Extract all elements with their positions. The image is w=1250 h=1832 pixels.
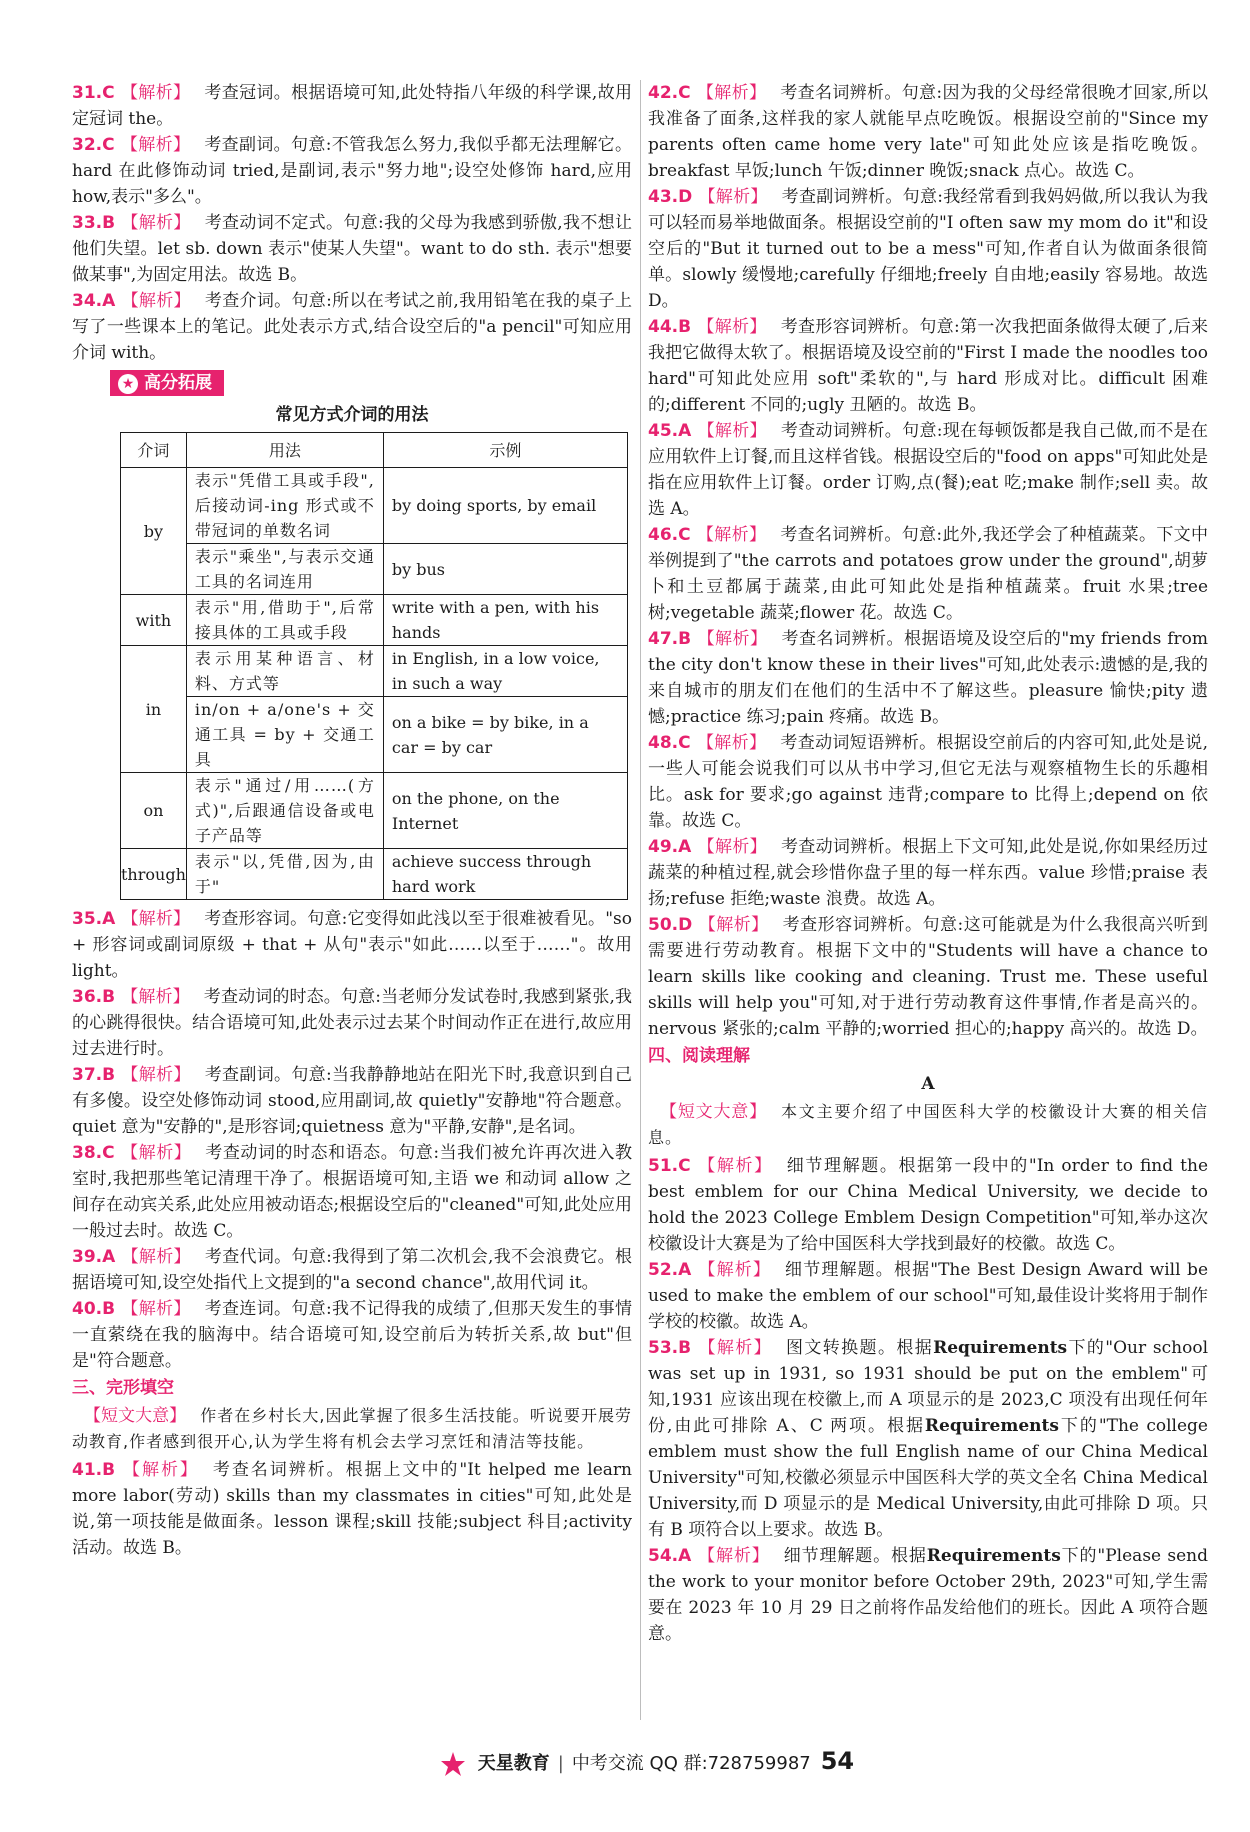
column-divider (640, 80, 641, 1720)
footer-separator: | (557, 1753, 564, 1774)
answer-text: 考查动词不定式。句意:我的父母为我感到骄傲,我不想让他们失望。let sb. down 表示"使某人失望"。want to do sth. 表示"想要做某事",为固定用法。故选 B。 (72, 213, 633, 285)
bold-keyword: Requirements (924, 1416, 1059, 1436)
left-answer-list-2 (72, 906, 632, 1374)
analysis-tag: 【解析】 (696, 733, 767, 753)
question-number: 42.C (648, 83, 691, 103)
question-number: 46.C (648, 525, 691, 545)
section-heading: 三、完形填空 (72, 1378, 174, 1398)
answer-text: 下的"Our school was set up in 1931, so 1931 should be put on the emblem"可知,1931 应该出现在校徽上,而 A 项显示的是 2023,C 项没有出现任何年份,由此可排除 A、C 两项。根据 (648, 1338, 1209, 1436)
banner-label: 高分拓展 (144, 373, 212, 393)
answer-text: 考查动词的时态和语态。句意:当我们被允许再次进入教室时,我把那些笔记清理干净了。根据语境可知,主语 we 和动词 allow 之间存在动宾关系,此处应用被动语态;根据设空后的"cleaned"可知,此处应用一般过去时。故选 C。 (72, 1143, 632, 1241)
table-row (121, 773, 628, 849)
usage-cell: in/on + a/one's + 交通工具 = by + 交通工具 (186, 697, 383, 773)
question-number: 43.D (648, 187, 693, 207)
answer-item (72, 906, 632, 984)
example-cell: in English, in a low voice, in such a way (383, 646, 627, 697)
answer-item (648, 80, 1208, 184)
answer-item (72, 984, 632, 1062)
answer-text: 考查动词辨析。根据上下文可知,此处是说,你如果经历过蔬菜的种植过程,就会珍惜你盘子里的每一样东西。value 珍惜;praise 表扬;refuse 拒绝;waste 浪费。故选 A。 (648, 837, 1208, 909)
star-icon: ★ (118, 374, 138, 394)
analysis-tag: 【解析】 (121, 1247, 191, 1267)
answer-text: 考查形容词。句意:它变得如此浅以至于很难被看见。"so + 形容词或副词原级 + that + 从句"表示"如此……以至于……"。故用 light。 (72, 909, 632, 981)
question-number: 34.A (72, 291, 116, 311)
question-number: 40.B (72, 1299, 116, 1319)
table-row (121, 544, 628, 595)
answer-text: 细节理解题。根据第一段中的"In order to find the best emblem for our China Medical University, we decide to hold the 2023 College Emblem Design Competition"可知,举办这次校徽设计大赛是为了给中国医科大学找到最好的校徽。故选 C。 (648, 1156, 1209, 1254)
question-number: 53.B (648, 1338, 692, 1358)
answer-text: 考查副词辨析。句意:我经常看到我妈妈做,所以我认为我可以轻而易举地做面条。根据设空前的"I often saw my mom do it"和设空后的"But it turned out to be a mess"可知,作者自认为做面条很简单。slowly 缓慢地;carefully 仔细地;freely 自由地;easily 容易地。故选 D。 (648, 187, 1208, 311)
analysis-tag: 【解析】 (697, 1546, 770, 1566)
usage-cell: 表示"以,凭借,因为,由于" (186, 849, 383, 900)
question-number: 37.B (72, 1065, 116, 1085)
question-number: 36.B (72, 987, 116, 1007)
analysis-tag: 【解析】 (120, 135, 191, 155)
question-number: 52.A (648, 1260, 692, 1280)
answer-item (648, 1543, 1208, 1647)
answer-text: 图文转换题。根据 (786, 1338, 934, 1358)
summary-text: 本文主要介绍了中国医科大学的校徽设计大赛的相关信息。 (648, 1102, 1208, 1147)
answer-text: 下的"The college emblem must show the full English name of our China Medical University"可知,校徽必须显示中国医科大学的英文全名 China Medical University,而 D 项显示的是 Medical University,由此可排除 D 项。只有 B 项符合以上要求。故选 B。 (648, 1416, 1208, 1540)
analysis-tag: 【解析】 (698, 915, 769, 935)
question-number: 33.B (72, 213, 116, 233)
analysis-tag: 【解析】 (697, 317, 767, 337)
table-header-cell: 用法 (186, 433, 383, 468)
answer-item (72, 1062, 632, 1140)
answer-item (648, 730, 1208, 834)
analysis-tag: 【解析】 (696, 525, 767, 545)
answer-item (72, 1296, 632, 1374)
answer-item (648, 1153, 1208, 1257)
left-answer-list-1 (72, 80, 632, 366)
question-number: 54.A (648, 1546, 692, 1566)
table-header-cell: 介词 (121, 433, 187, 468)
summary-tag: 【短文大意】 (660, 1102, 767, 1122)
question-number: 38.C (72, 1143, 115, 1163)
right-answer-list-1 (648, 80, 1208, 1042)
usage-cell: 表示"乘坐",与表示交通工具的名词连用 (186, 544, 383, 595)
section-heading: 四、阅读理解 (648, 1046, 750, 1066)
analysis-tag: 【解析】 (697, 1338, 773, 1358)
table-title: 常见方式介词的用法 (275, 405, 429, 425)
analysis-tag: 【解析】 (697, 1260, 772, 1280)
answer-item (648, 314, 1208, 418)
summary-text: 作者在乡村长大,因此掌握了很多生活技能。听说要开展劳动教育,作者感到很开心,认为学生将有机会去学习烹饪和清洁等技能。 (72, 1406, 633, 1451)
question-number: 44.B (648, 317, 692, 337)
analysis-tag: 【解析】 (697, 837, 767, 857)
footer-info: 中考交流 QQ 群:728759987 (571, 1753, 811, 1774)
table-row (121, 697, 628, 773)
answer-item (648, 522, 1208, 626)
analysis-tag: 【解析】 (696, 83, 767, 103)
bold-keyword: Requirements (933, 1338, 1068, 1358)
answer-text: 考查动词短语辨析。根据设空前后的内容可知,此处是说,一些人可能会说我们可以从书中学习,但它无法与观察植物生长的乐趣相比。ask for 要求;go against 违背;compare to 比得上;depend on 依靠。故选 C。 (648, 733, 1208, 831)
example-cell: achieve success through hard work (383, 849, 627, 900)
page-number: 54 (820, 1747, 855, 1775)
answer-text: 考查形容词辨析。句意:这可能就是为什么我很高兴听到需要进行劳动教育。根据下文中的"Students will have a chance to learn skills like cooking and cleaning. Trust me. These useful skills will help you"可知,对于进行劳动教育这件事情,作者是高兴的。nervous 紧张的;calm 平静的;worried 担心的;happy 高兴的。故选 D。 (648, 915, 1208, 1039)
table-row (121, 468, 628, 544)
example-cell: by bus (383, 544, 627, 595)
analysis-tag: 【解析】 (696, 1156, 773, 1176)
analysis-tag: 【解析】 (121, 1299, 191, 1319)
analysis-tag: 【解析】 (698, 187, 768, 207)
example-cell: on the phone, on the Internet (383, 773, 627, 849)
brand-name: 天星教育 (477, 1753, 550, 1774)
question-number: 31.C (72, 83, 115, 103)
usage-cell: 表示用某种语言、材料、方式等 (186, 646, 383, 697)
analysis-tag: 【解析】 (697, 421, 767, 441)
answer-item (648, 1335, 1208, 1543)
usage-cell: 表示"凭借工具或手段",后接动词-ing 形式或不带冠词的单数名词 (186, 468, 383, 544)
answer-item (72, 1244, 632, 1296)
answer-item (648, 912, 1208, 1042)
answer-text: 考查冠词。根据语境可知,此处特指八年级的科学课,故用定冠词 the。 (72, 83, 632, 129)
question-number: 49.A (648, 837, 692, 857)
answer-item (648, 1257, 1208, 1335)
analysis-tag: 【解析】 (120, 83, 191, 103)
answer-item (72, 1457, 632, 1561)
high-score-banner (110, 370, 224, 396)
answer-text: 细节理解题。根据 (783, 1546, 927, 1566)
usage-cell: 表示"用,借助于",后常接具体的工具或手段 (186, 595, 383, 646)
passage-label: A (921, 1074, 935, 1094)
passage-summary (648, 1099, 1208, 1151)
table-row (121, 646, 628, 697)
table-row (121, 849, 628, 900)
table-header-row (121, 433, 628, 468)
example-cell: by doing sports, by email (383, 468, 627, 544)
answer-item (648, 418, 1208, 522)
answer-item (72, 288, 632, 366)
analysis-tag: 【解析】 (121, 1065, 191, 1085)
table-row (121, 595, 628, 646)
answer-item (648, 626, 1208, 730)
example-cell: on a bike = by bike, in a car = by car (383, 697, 627, 773)
passage-summary (72, 1403, 632, 1455)
right-column (648, 80, 1208, 1647)
answer-text: 考查形容词辨析。句意:第一次我把面条做得太硬了,后来我把它做得太软了。根据语境及设空前的"First I made the noodles too hard"可知此处应用 soft"柔软的",与 hard 形成对比。difficult 困难的;different 不同的;ugly 丑陋的。故选 B。 (648, 317, 1209, 415)
analysis-tag: 【解析】 (121, 291, 191, 311)
answer-text: 考查名词辨析。根据语境及设空后的"my friends from the city don't know these in their lives"可知,此处表示:遗憾的是,我的来自城市的朋友们在他们的生活中不了解这些。pleasure 愉快;pity 遗憾;practice 练习;pain 疼痛。故选 B。 (648, 629, 1208, 727)
analysis-tag: 【解析】 (120, 1143, 192, 1163)
prep-cell: by (121, 468, 187, 595)
usage-cell: 表示"通过/用……(方式)",后跟通信设备或电子产品等 (186, 773, 383, 849)
answer-item (72, 80, 632, 132)
answer-text: 细节理解题。根据"The Best Design Award will be used to make the emblem of our school"可知,最佳设计奖将用于制作学校的校徽。故选 A。 (648, 1260, 1209, 1332)
answer-item (648, 834, 1208, 912)
answer-text: 考查副词。句意:不管我怎么努力,我似乎都无法理解它。hard 在此修饰动词 tried,是副词,表示"努力地";设空处修饰 hard,应用 how,表示"多么"。 (72, 135, 632, 207)
summary-tag: 【短文大意】 (84, 1406, 187, 1426)
table-header-cell: 示例 (383, 433, 627, 468)
answer-item (72, 210, 632, 288)
analysis-tag: 【解析】 (121, 987, 190, 1007)
bold-keyword: Requirements (926, 1546, 1061, 1566)
prep-cell: on (121, 773, 187, 849)
question-number: 32.C (72, 135, 115, 155)
answer-text: 考查名词辨析。根据上文中的"It helped me learn more labor(劳动) skills than my classmates in cities"可知,此处是说,第一项技能是做面条。lesson 课程;skill 技能;subject 科目;activity 活动。故选 B。 (72, 1460, 632, 1558)
prep-cell: through (121, 849, 187, 900)
answer-text: 考查名词辨析。句意:因为我的父母经常很晚才回家,所以我准备了面条,这样我的家人就能早点吃晚饭。根据设空前的"Since my parents often came home very late"可知此处应该是指吃晚饭。breakfast 早饭;lunch 午饭;dinner 晚饭;snack 点心。故选 C。 (648, 83, 1208, 181)
left-column (72, 80, 632, 1561)
answer-text: 考查名词辨析。句意:此外,我还学会了种植蔬菜。下文中举例提到了"the carrots and potatoes grow under the ground",胡萝卜和土豆都属于蔬菜,由此可知此处是指种植蔬菜。fruit 水果;tree 树;vegetable 蔬菜;flower 花。故选 C。 (648, 525, 1208, 623)
page-footer (440, 1748, 854, 1777)
answer-item (72, 1140, 632, 1244)
analysis-tag: 【解析】 (697, 629, 768, 649)
answer-text: 考查连词。句意:我不记得我的成绩了,但那天发生的事情一直萦绕在我的脑海中。结合语境可知,设空前后为转折关系,故 but"但是"符合题意。 (72, 1299, 633, 1371)
analysis-tag: 【解析】 (121, 909, 191, 929)
question-number: 51.C (648, 1156, 691, 1176)
answer-text: 考查动词的时态。句意:当老师分发试卷时,我感到紧张,我的心跳得很快。结合语境可知,此处表示过去某个时间动作正在进行,故应用过去进行时。 (72, 987, 633, 1059)
answer-text: 考查代词。句意:我得到了第二次机会,我不会浪费它。根据语境可知,设空处指代上文提到的"a second chance",故用代词 it。 (72, 1247, 633, 1293)
star-logo-icon (440, 1751, 466, 1777)
answer-text: 考查动词辨析。句意:现在每顿饭都是我自己做,而不是在应用软件上订餐,而且这样省钱。根据设空后的"food on apps"可知此处是指在应用软件上订餐。order 订购,点(餐);eat 吃;make 制作;sell 卖。故选 A。 (648, 421, 1209, 519)
question-number: 39.A (72, 1247, 116, 1267)
analysis-tag: 【解析】 (121, 213, 191, 233)
question-number: 45.A (648, 421, 692, 441)
prep-cell: with (121, 595, 187, 646)
question-number: 47.B (648, 629, 692, 649)
answer-text: 考查介词。句意:所以在考试之前,我用铅笔在我的桌子上写了一些课本上的笔记。此处表示方式,结合设空后的"a pencil"可知应用介词 with。 (72, 291, 633, 363)
question-number: 41.B (72, 1460, 116, 1480)
preposition-table (120, 432, 628, 900)
question-number: 50.D (648, 915, 693, 935)
prep-cell: in (121, 646, 187, 773)
analysis-tag: 【解析】 (121, 1460, 199, 1480)
answer-text: 下的"Please send the work to your monitor before October 29th, 2023"可知,学生需要在 2023 年 10 月 29 日之前将作品发给他们的班长。因此 A 项符合题意。 (648, 1546, 1209, 1644)
question-number: 35.A (72, 909, 116, 929)
answer-item (72, 132, 632, 210)
answer-text: 考查副词。句意:当我静静地站在阳光下时,我意识到自己有多傻。设空处修饰动词 stood,应用副词,故 quietly"安静地"符合题意。quiet 意为"安静的",是形容词;quietness 意为"平静,安静",是名词。 (72, 1065, 633, 1137)
answer-item (648, 184, 1208, 314)
example-cell: write with a pen, with his hands (383, 595, 627, 646)
question-number: 48.C (648, 733, 691, 753)
